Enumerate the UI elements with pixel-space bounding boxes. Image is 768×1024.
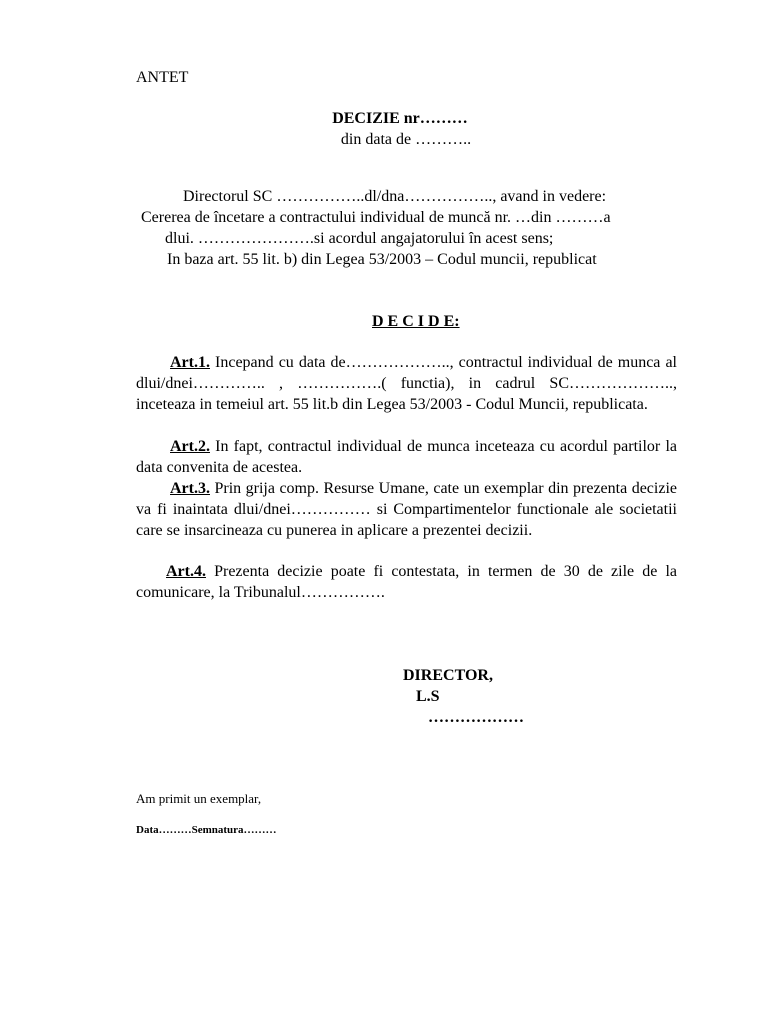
article-1-label: Art.1.	[170, 354, 210, 371]
article-2	[136, 436, 677, 478]
receipt-text: Am primit un exemplar,	[136, 791, 262, 806]
signature-dots: ………………	[428, 709, 524, 726]
decision-date: din data de ………..	[340, 131, 472, 148]
article-2-text: In fapt, contractul individual de munca inceteaza cu acordul partilor la data convenita de acestea.	[136, 438, 677, 476]
article-4-label: Art.4.	[166, 563, 206, 580]
article-3-label: Art.3.	[170, 480, 210, 497]
intro-line-4: In baza art. 55 lit. b) din Legea 53/2003 – Codul muncii, republicat	[167, 251, 597, 268]
decide-heading: D E C I D E:	[372, 313, 460, 330]
director-label: DIRECTOR,	[403, 667, 493, 684]
article-3	[136, 478, 677, 541]
antet-label: ANTET	[136, 69, 189, 86]
article-1-text: Incepand cu data de……………….., contractul individual de munca al dlui/dnei………….. , …………….( functia), in cadrul SC……………….., inceteaza in temeiul art. 55 lit.b din Legea 53/2003 - Codul Muncii, republicata.	[136, 354, 677, 413]
ls-label: L.S	[416, 688, 440, 705]
decision-title: DECIZIE nr………	[332, 110, 468, 127]
article-4	[136, 561, 677, 603]
intro-line-2: Cererea de încetare a contractului individual de muncă nr. …din ………a	[141, 209, 611, 226]
article-3-text: Prin grija comp. Resurse Umane, cate un exemplar din prezenta decizie va fi inaintata dlui/dnei…………… si Compartimentelor functionale ale societatii care se insarcineaza cu punerea in aplicare a prezentei decizii.	[136, 480, 677, 539]
article-2-label: Art.2.	[170, 438, 210, 455]
date-signature-line: Data………Semnatura………	[136, 824, 277, 836]
intro-line-1: Directorul SC ……………..dl/dna…………….., avand in vedere:	[183, 188, 607, 205]
article-1	[136, 352, 677, 415]
intro-line-3: dlui. ………………….si acordul angajatorului în acest sens;	[165, 230, 554, 247]
article-4-text: Prezenta decizie poate fi contestata, in termen de 30 de zile de la comunicare, la Tribunalul…………….	[136, 563, 677, 601]
